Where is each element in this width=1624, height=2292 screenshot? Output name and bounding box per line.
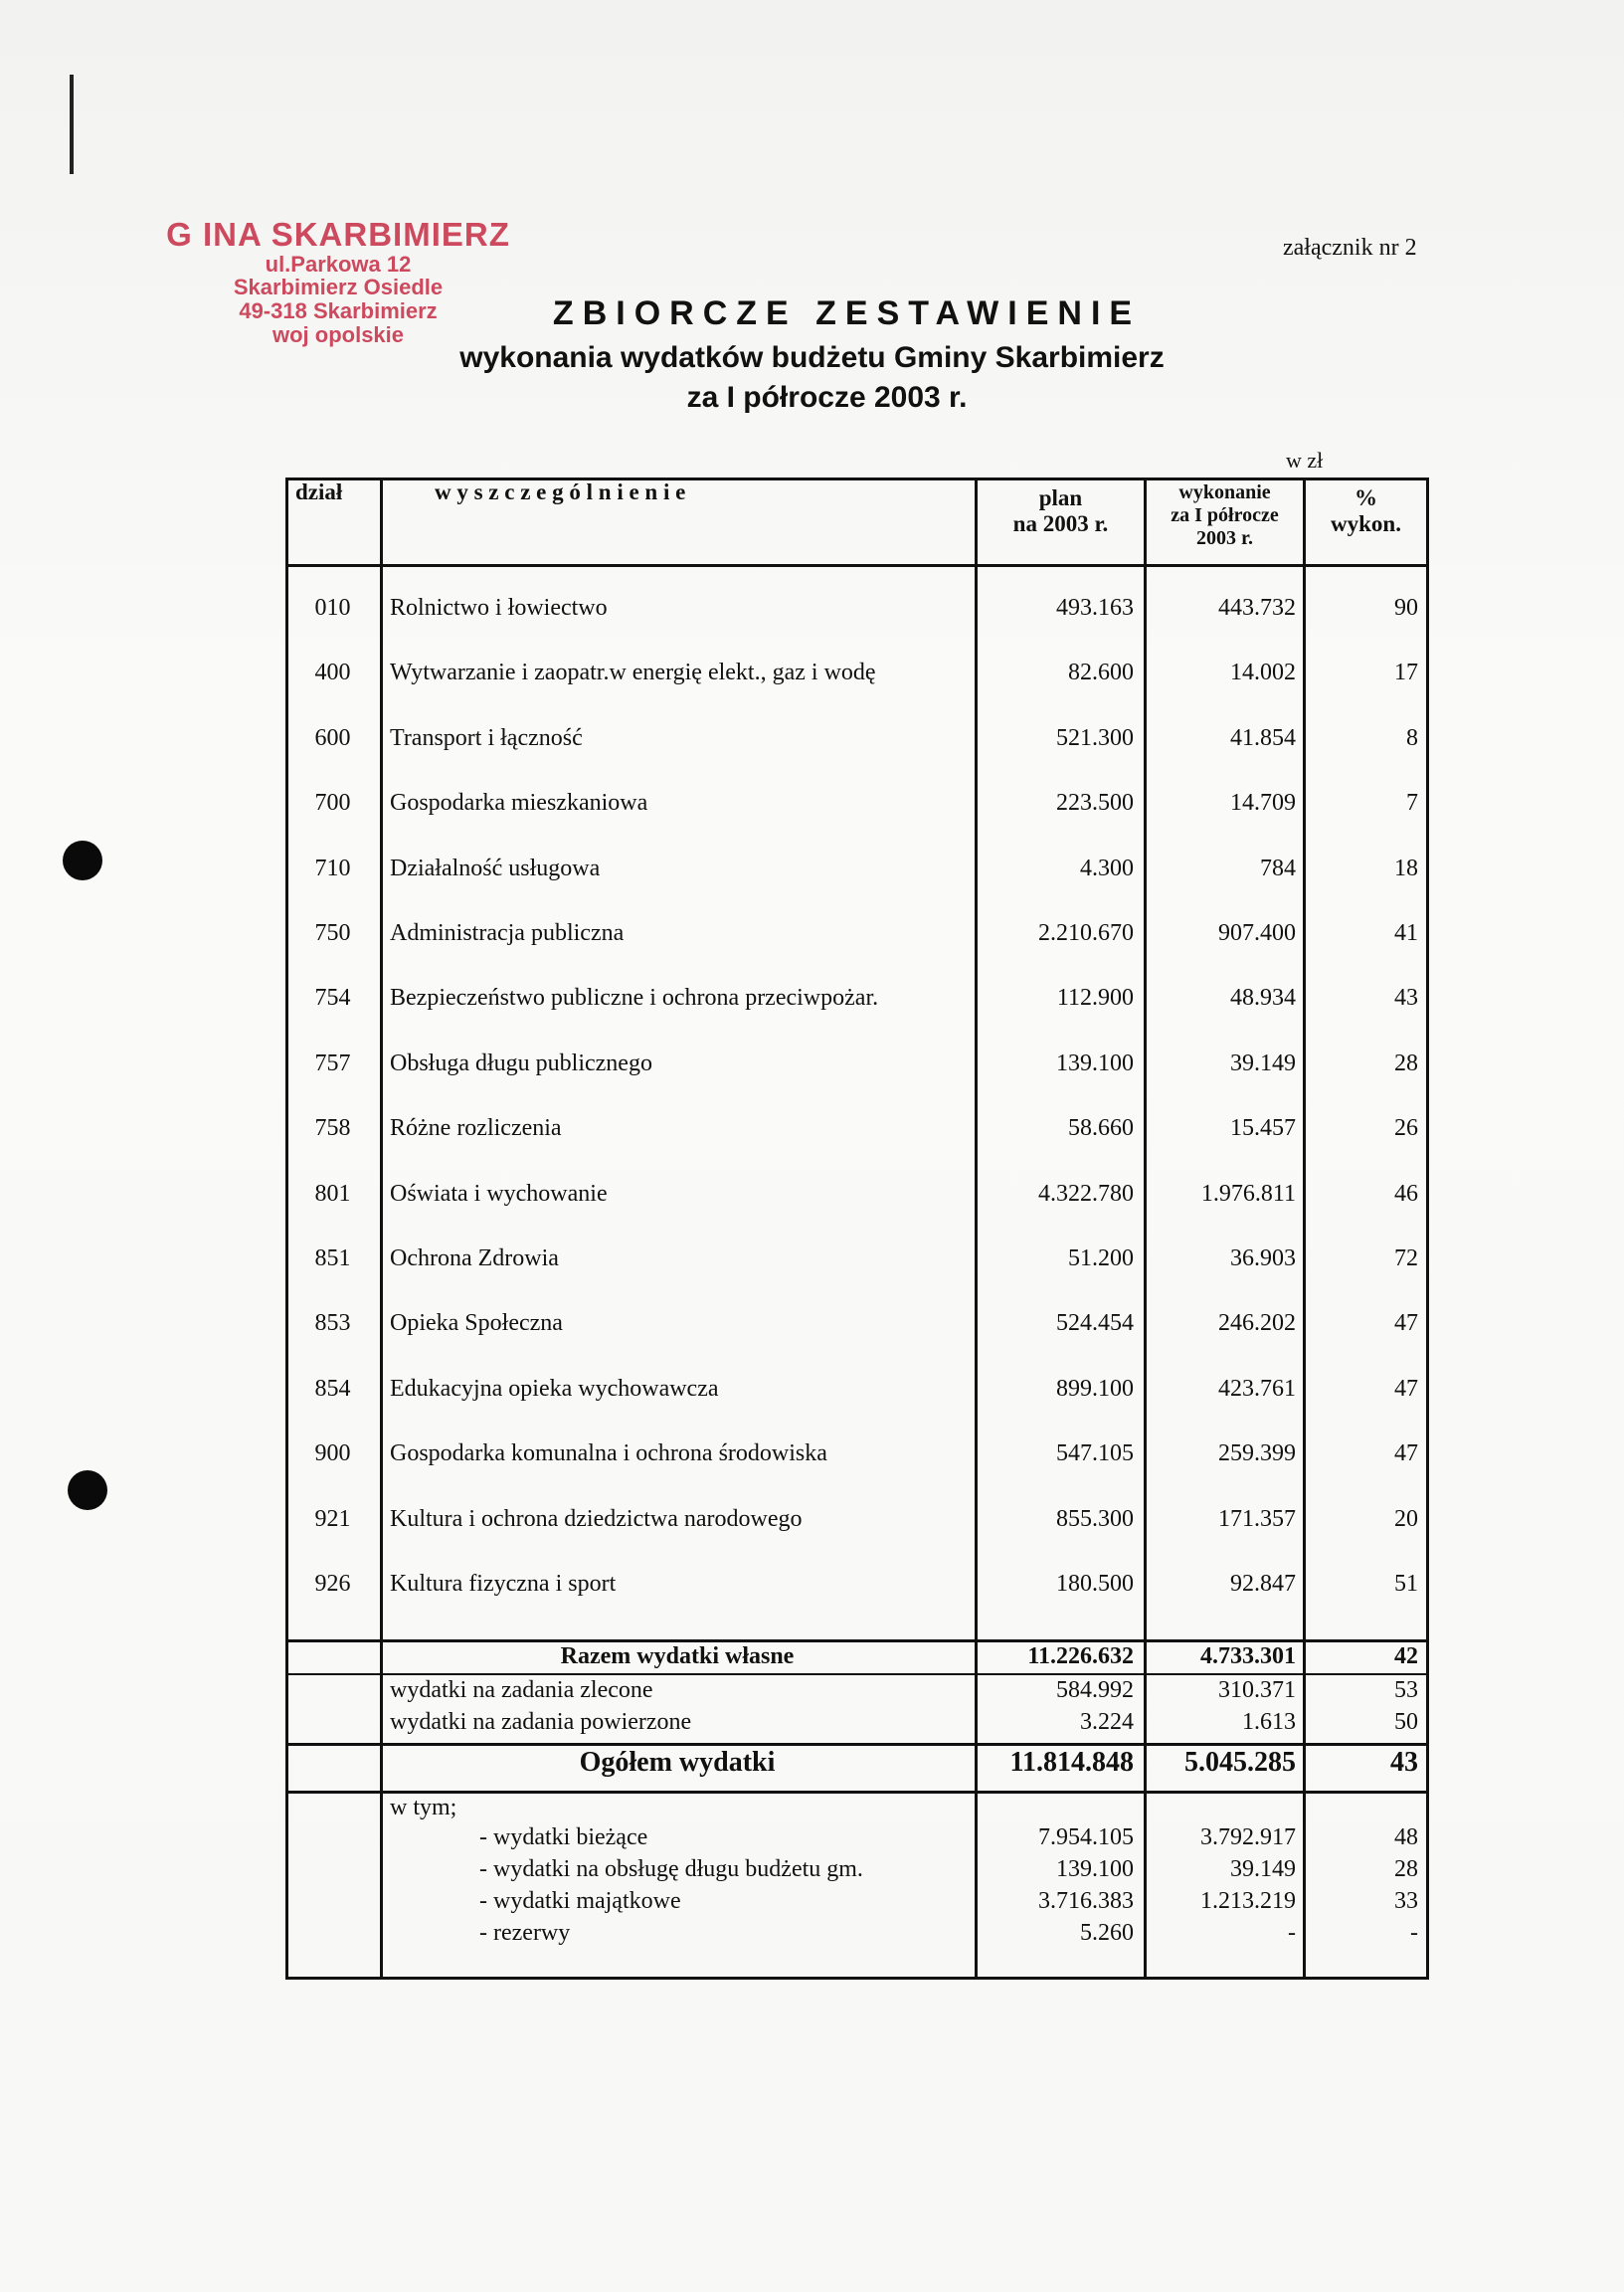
breakdown-percent: 28 — [1394, 1856, 1418, 1882]
header-specification: w y s z c z e g ó l n i e n i e — [435, 479, 686, 504]
row-plan: 112.900 — [1056, 985, 1134, 1011]
row-percent: 18 — [1394, 856, 1418, 881]
row-percent: 72 — [1394, 1245, 1418, 1271]
row-dzial-code: 854 — [314, 1376, 351, 1402]
row-dzial-code: 600 — [314, 725, 351, 751]
expenditure-table — [285, 478, 1429, 1980]
row-execution: 246.202 — [1218, 1310, 1296, 1336]
row-execution: 443.732 — [1218, 595, 1296, 621]
row-dzial-code: 700 — [314, 790, 351, 816]
row-execution: 259.399 — [1218, 1440, 1296, 1466]
row-plan: 493.163 — [1056, 595, 1134, 621]
row-name: Gospodarka mieszkaniowa — [390, 790, 648, 816]
row-percent: 46 — [1394, 1181, 1418, 1207]
breakdown-plan: 7.954.105 — [1038, 1824, 1134, 1850]
row-dzial-code: 926 — [314, 1571, 351, 1597]
row-dzial-code: 400 — [314, 660, 351, 685]
row-percent: 26 — [1394, 1115, 1418, 1141]
row-plan: 855.300 — [1056, 1506, 1134, 1532]
row-plan: 899.100 — [1056, 1376, 1134, 1402]
row-name: Obsługa długu publicznego — [390, 1050, 652, 1076]
row-execution: 92.847 — [1230, 1571, 1296, 1597]
unit-label: w zł — [1286, 448, 1324, 473]
row-execution: 1.976.811 — [1200, 1181, 1296, 1207]
title-line-3: za I półrocze 2003 r. — [686, 381, 968, 414]
powierzone-execution: 1.613 — [1242, 1709, 1296, 1735]
row-percent: 43 — [1394, 985, 1418, 1011]
row-dzial-code: 900 — [314, 1440, 351, 1466]
zlecone-plan: 584.992 — [1056, 1677, 1134, 1703]
row-execution: 41.854 — [1230, 725, 1296, 751]
row-percent: 47 — [1394, 1310, 1418, 1336]
ogolem-execution: 5.045.285 — [1184, 1747, 1296, 1778]
breakdown-percent: - — [1410, 1920, 1418, 1946]
row-name: Opieka Społeczna — [390, 1310, 563, 1336]
municipality-stamp: G INA SKARBIMIERZ ul.Parkowa 12 Skarbimierz Osiedle 49-318 Skarbimierz woj opolskie — [166, 216, 510, 347]
row-name: Kultura fizyczna i sport — [390, 1571, 617, 1597]
title-line-2: wykonania wydatków budżetu Gminy Skarbimierz — [459, 341, 1165, 374]
row-dzial-code: 758 — [314, 1115, 351, 1141]
punch-hole-bottom — [68, 1470, 107, 1510]
header-percent: % wykon. — [1331, 485, 1401, 537]
row-dzial-code: 921 — [314, 1506, 351, 1532]
row-execution: 15.457 — [1230, 1115, 1296, 1141]
row-dzial-code: 801 — [314, 1181, 351, 1207]
razem-percent: 42 — [1394, 1643, 1418, 1669]
row-plan: 223.500 — [1056, 790, 1134, 816]
row-dzial-code: 010 — [314, 595, 351, 621]
breakdown-name: - wydatki na obsługę długu budżetu gm. — [479, 1856, 863, 1882]
row-plan: 180.500 — [1056, 1571, 1134, 1597]
breakdown-name: - rezerwy — [479, 1920, 571, 1946]
row-name: Rolnictwo i łowiectwo — [390, 595, 608, 621]
row-name: Transport i łączność — [390, 725, 583, 751]
row-execution: 784 — [1260, 856, 1296, 881]
row-dzial-code: 710 — [314, 856, 351, 881]
row-plan: 51.200 — [1068, 1245, 1134, 1271]
row-dzial-code: 851 — [314, 1245, 351, 1271]
row-dzial-code: 853 — [314, 1310, 351, 1336]
title-line-1: ZBIORCZE ZESTAWIENIE — [552, 294, 1142, 332]
razem-plan: 11.226.632 — [1027, 1643, 1134, 1669]
row-execution: 171.357 — [1218, 1506, 1296, 1532]
breakdown-execution: 1.213.219 — [1200, 1888, 1296, 1914]
document-title — [0, 294, 1624, 415]
breakdown-plan: 139.100 — [1056, 1856, 1134, 1882]
row-execution: 14.709 — [1230, 790, 1296, 816]
annex-label: załącznik nr 2 — [1283, 235, 1417, 261]
row-percent: 28 — [1394, 1050, 1418, 1076]
ogolem-percent: 43 — [1390, 1747, 1418, 1778]
row-plan: 4.300 — [1080, 856, 1134, 881]
row-execution: 48.934 — [1230, 985, 1296, 1011]
row-percent: 41 — [1394, 920, 1418, 946]
ogolem-label: Ogółem wydatki — [579, 1747, 776, 1778]
header-dzial: dział — [295, 479, 343, 504]
razem-label: Razem wydatki własne — [560, 1643, 795, 1669]
row-plan: 82.600 — [1068, 660, 1134, 685]
breakdown-execution: 39.149 — [1230, 1856, 1296, 1882]
row-dzial-code: 757 — [314, 1050, 351, 1076]
row-name: Działalność usługowa — [390, 856, 601, 881]
breakdown-name: - wydatki bieżące — [479, 1824, 648, 1850]
row-percent: 7 — [1406, 790, 1418, 816]
row-plan: 547.105 — [1056, 1440, 1134, 1466]
row-name: Wytwarzanie i zaopatr.w energię elekt., gaz i wodę — [390, 660, 876, 685]
row-percent: 47 — [1394, 1440, 1418, 1466]
razem-execution: 4.733.301 — [1200, 1643, 1296, 1669]
row-name: Bezpieczeństwo publiczne i ochrona przeciwpożar. — [390, 985, 879, 1011]
breakdown-plan: 3.716.383 — [1038, 1888, 1134, 1914]
row-percent: 17 — [1394, 660, 1418, 685]
row-plan: 524.454 — [1056, 1310, 1134, 1336]
row-dzial-code: 750 — [314, 920, 351, 946]
zlecone-execution: 310.371 — [1218, 1677, 1296, 1703]
row-name: Oświata i wychowanie — [390, 1181, 608, 1207]
breakdown-plan: 5.260 — [1080, 1920, 1134, 1946]
punch-hole-top — [63, 841, 102, 880]
powierzone-label: wydatki na zadania powierzone — [390, 1709, 692, 1735]
breakdown-percent: 48 — [1394, 1824, 1418, 1850]
row-percent: 8 — [1406, 725, 1418, 751]
zlecone-percent: 53 — [1394, 1677, 1418, 1703]
row-percent: 90 — [1394, 595, 1418, 621]
breakdown-execution: 3.792.917 — [1200, 1824, 1296, 1850]
row-name: Ochrona Zdrowia — [390, 1245, 559, 1271]
row-plan: 139.100 — [1056, 1050, 1134, 1076]
row-name: Gospodarka komunalna i ochrona środowiska — [390, 1440, 827, 1466]
ogolem-plan: 11.814.848 — [1009, 1747, 1134, 1778]
header-execution: wykonanie za I półrocze 2003 r. — [1171, 481, 1279, 549]
breakdown-execution: - — [1288, 1920, 1296, 1946]
row-name: Edukacyjna opieka wychowawcza — [390, 1376, 719, 1402]
row-percent: 51 — [1394, 1571, 1418, 1597]
powierzone-plan: 3.224 — [1080, 1709, 1134, 1735]
row-execution: 907.400 — [1218, 920, 1296, 946]
row-plan: 4.322.780 — [1038, 1181, 1134, 1207]
zlecone-label: wydatki na zadania zlecone — [390, 1677, 653, 1703]
row-name: Administracja publiczna — [390, 920, 625, 946]
row-name: Różne rozliczenia — [390, 1115, 562, 1141]
row-execution: 423.761 — [1218, 1376, 1296, 1402]
w-tym-label: w tym; — [390, 1795, 457, 1820]
row-name: Kultura i ochrona dziedzictwa narodowego — [390, 1506, 803, 1532]
row-execution: 36.903 — [1230, 1245, 1296, 1271]
row-dzial-code: 754 — [314, 985, 351, 1011]
row-percent: 47 — [1394, 1376, 1418, 1402]
row-percent: 20 — [1394, 1506, 1418, 1532]
row-execution: 39.149 — [1230, 1050, 1296, 1076]
row-plan: 2.210.670 — [1038, 920, 1134, 946]
header-plan: plan na 2003 r. — [1012, 485, 1109, 537]
row-plan: 521.300 — [1056, 725, 1134, 751]
binder-mark — [70, 75, 74, 174]
row-execution: 14.002 — [1230, 660, 1296, 685]
breakdown-percent: 33 — [1394, 1888, 1418, 1914]
powierzone-percent: 50 — [1394, 1709, 1418, 1735]
row-plan: 58.660 — [1068, 1115, 1134, 1141]
breakdown-name: - wydatki majątkowe — [479, 1888, 681, 1914]
